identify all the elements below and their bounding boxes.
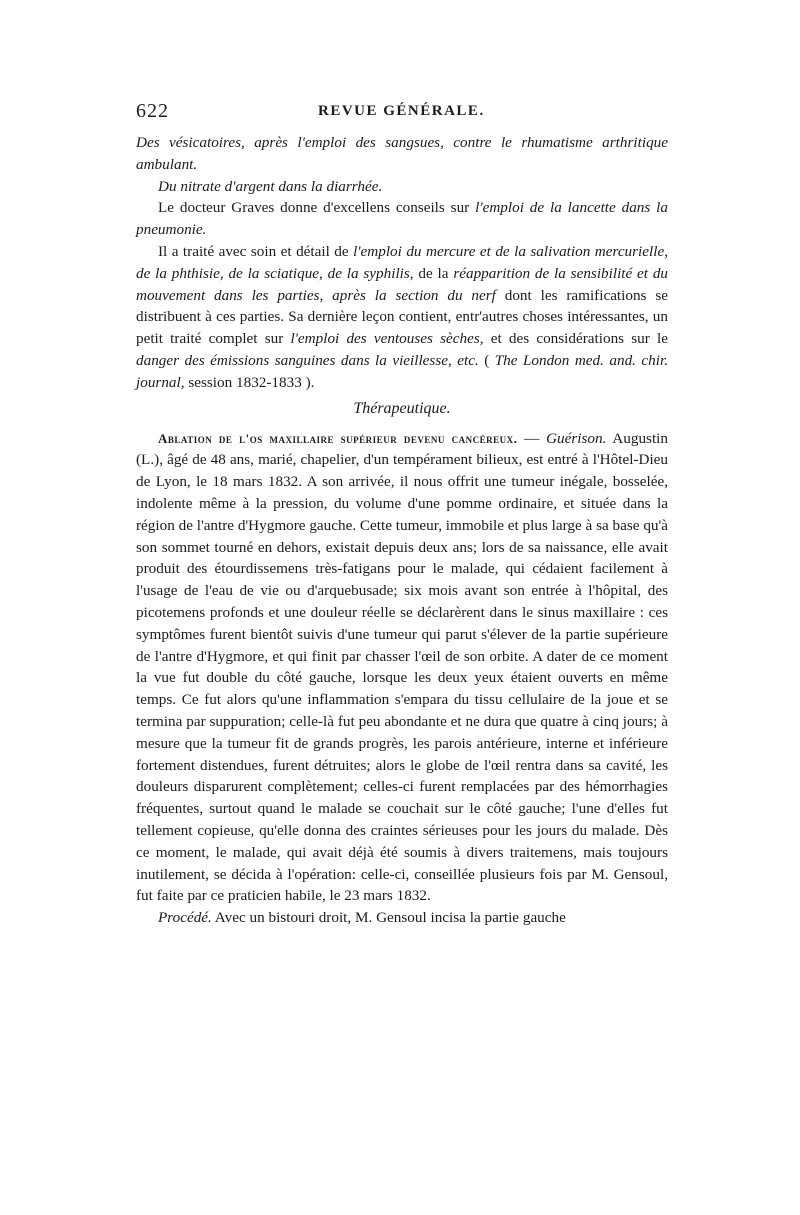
text-span: dont les ramifications se distribuent à ces parties. Sa dernière leçon contient, entr'autres choses intéressantes, un petit traité complet sur (136, 286, 668, 348)
paragraph-nitrate (136, 176, 668, 198)
paragraph-procedure (136, 907, 668, 929)
text-span: Le docteur Graves donne d'excellens conseils sur (158, 199, 476, 217)
procedure-text: Avec un bistouri droit, M. Gensoul incisa la partie gauche (211, 909, 566, 927)
text-span: ( (478, 351, 495, 369)
italic-text: l'emploi des ventouses sèches, (290, 330, 484, 348)
case-subtitle: Guérison. (546, 429, 607, 447)
text-span: — (517, 429, 547, 447)
paragraph-vesicatoires (136, 132, 668, 176)
italic-text: Du nitrate d'argent dans la diarrhée. (158, 177, 383, 195)
text-span: session 1832-1833 ). (184, 373, 315, 391)
page-number: 622 (136, 100, 169, 122)
italic-text: danger des émissions sanguines dans la vieillesse, etc. (136, 351, 479, 369)
paragraph-graves (136, 197, 668, 241)
italic-text: réapparition de la sensibilité et du mouvement dans les parties, après la section du nerf (136, 264, 669, 304)
case-title: Ablation de l'os maxillaire supérieur devenu cancéreux. (158, 430, 518, 446)
running-head: REVUE GÉNÉRALE. (318, 103, 485, 119)
section-heading: Thérapeutique. (353, 399, 451, 417)
body-text (136, 132, 668, 929)
text-span: de la (413, 264, 454, 282)
italic-text: Des vésicatoires, après l'emploi des sangsues, contre le rhumatisme arthritique ambulant. (136, 134, 668, 173)
case-body: Augustin (L.), âgé de 48 ans, marié, chapelier, d'un tempérament bilieux, est entré à l'Hôtel-Dieu de Lyon, le 18 mars 1832. A son arrivée, il nous offrit une tumeur inégale, bosselée, indolente même à la pression, du volume d'une pomme ordinaire, et située dans la région de l'antre d'Hygmore gauche. Cette tumeur, immobile et plus large à sa base qu'à son sommet tourné en dehors, existait depuis deux ans; lors de sa naissance, elle avait produit des étourdissemens très-fatigans pour le malade, qui cédaient facilement à l'usage de l'eau de vie ou d'arquebusade; six mois avant son entrée à l'hôpital, des picotemens profonds et une douleur réelle se déclarèrent dans le sinus maxillaire : ces symptômes furent bientôt suivis d'une tumeur qui parut s'élever de la partie supérieure de l'antre d'Hygmore, et qui finit par chasser l'œil de son orbite. A dater de ce moment la vue fut double du côté gauche, lorsque les deux yeux étaient ouverts en même temps. Ce fut alors qu'une inflammation s'empara du tissu cellulaire de la joue et se termina par suppuration; celle-là fut peu abondante et ne dura que quatre à cinq jours; à mesure que la tumeur fit de grands progrès, les parois antérieure, interne et inférieure fortement distendues, furent détruites; alors le globe de l'œil rentra dans sa cavité, les douleurs disparurent complètement; celles-ci furent remplacées par des hémorrhagies fréquentes, surtout quand le malade se couchait sur le côté gauche; l'une d'elles fut tellement copieuse, qu'elle donna des craintes sérieuses pour les jours du malade. Dès ce moment, le malade, qui avait déjà été soumis à divers traitemens, mais toujours inutilement, se décida à l'opération: celle-ci, conseillée plusieurs fois par M. Gensoul, fut faite par ce praticien habile, le 23 mars 1832. (136, 429, 668, 905)
text-span: Il a traité avec soin et détail de (158, 242, 354, 260)
paragraph-case (136, 428, 668, 908)
procedure-label: Procédé. (158, 909, 212, 927)
italic-text: l'emploi du mercure et de la salivation mercurielle, de la phthisie, de la sciatique, de la syphilis, (136, 242, 668, 282)
italic-text: l'emploi de la lancette dans la pneumonie. (136, 199, 668, 239)
paragraph-mercure (136, 241, 668, 394)
italic-text: The London med. and. chir. journal, (136, 351, 668, 391)
text-span: et des considérations sur le (483, 330, 668, 348)
page-header (136, 100, 666, 126)
